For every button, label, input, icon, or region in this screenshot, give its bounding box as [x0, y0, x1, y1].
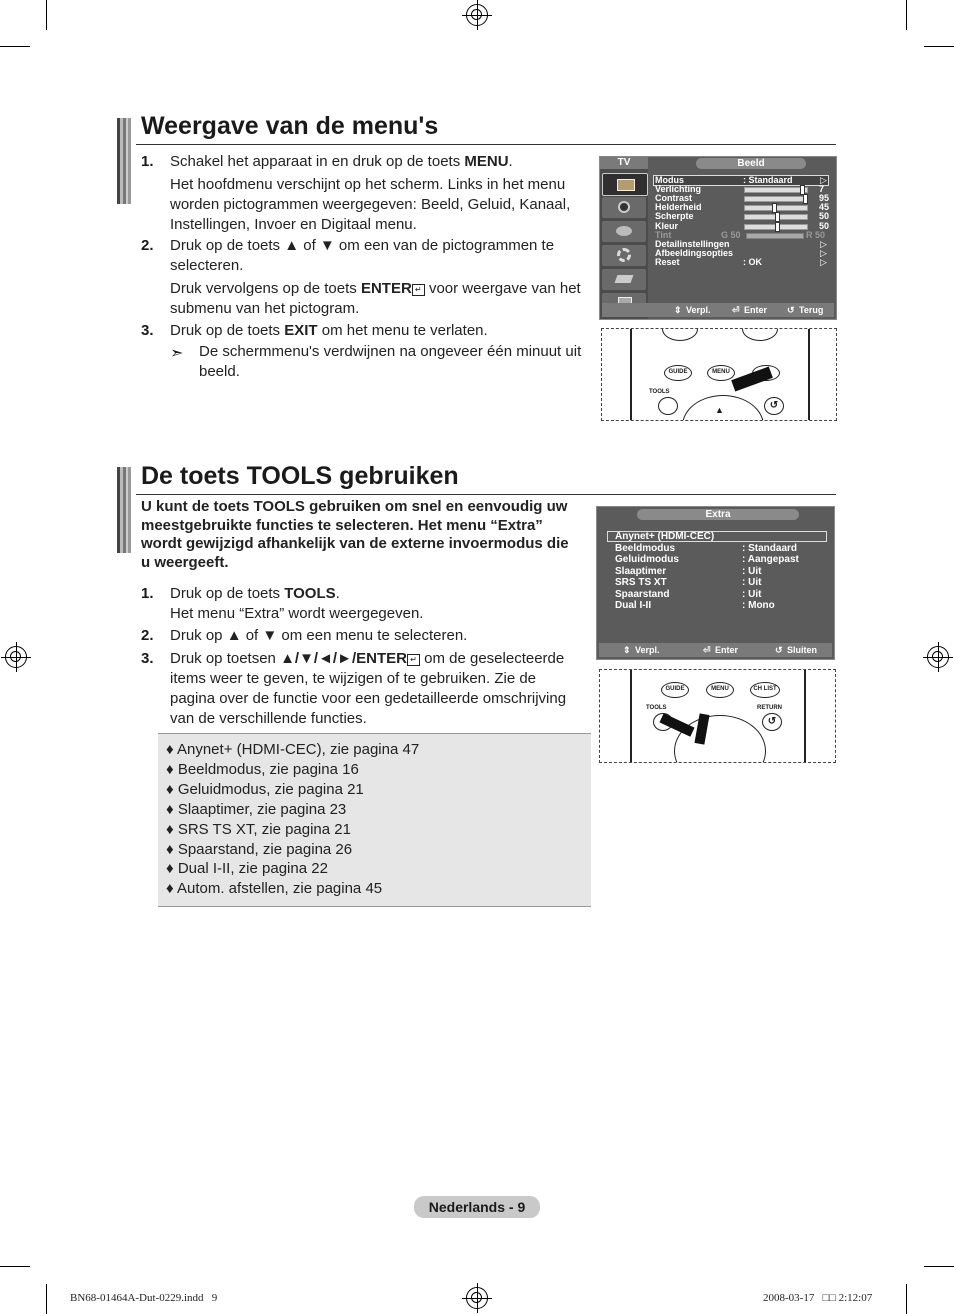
list-item: ♦ Beeldmodus, zie pagina 16 — [166, 760, 359, 778]
enter-icon: ⏎ — [703, 645, 711, 655]
chevron-right-icon: ▷ — [820, 238, 827, 249]
remote-illustration — [599, 669, 836, 763]
osd-slider-knob[interactable] — [775, 222, 780, 232]
list-item: ♦ Anynet+ (HDMI-CEC), zie pagina 47 — [166, 741, 420, 758]
registration-mark-icon — [466, 1287, 488, 1309]
osd-row-label: Kleur — [655, 220, 679, 231]
osd-slider[interactable] — [744, 196, 808, 202]
osd-slider[interactable] — [744, 187, 808, 193]
move-icon: ⇕ — [623, 645, 631, 655]
osd-row-value: 50 — [819, 211, 830, 222]
registration-mark-icon — [466, 4, 488, 26]
note-arrow-icon: ➣ — [170, 345, 184, 362]
step-number: 1. — [141, 585, 154, 602]
crop-mark — [46, 0, 47, 30]
step-number: 2. — [141, 237, 154, 254]
enter-icon: ↵ — [407, 654, 420, 666]
list-item: ♦ Dual I-II, zie pagina 22 — [166, 860, 328, 878]
list-item: ♦ Slaaptimer, zie pagina 23 — [166, 800, 347, 818]
return-label: RETURN — [757, 705, 782, 711]
chlist-button[interactable]: CH LIST — [750, 682, 780, 698]
chevron-right-icon: ▷ — [820, 247, 827, 258]
move-icon: ⇕ — [674, 305, 682, 315]
step-number: 3. — [141, 322, 154, 339]
osd-row-label: Contrast — [655, 193, 693, 204]
osd-row-value: : Uit — [742, 588, 762, 600]
step-number: 2. — [141, 627, 154, 644]
osd-row-value: : Standaard — [743, 175, 793, 185]
section-title: Weergave van de menu's — [141, 112, 439, 140]
osd-row-value: : Standaard — [742, 542, 798, 554]
step-paragraph: Het menu “Extra” wordt weergegeven. — [170, 605, 424, 622]
list-item: ♦ Geluidmodus, zie pagina 21 — [166, 780, 364, 798]
osd-row-label: Slaaptimer — [615, 565, 667, 577]
input-icon[interactable] — [602, 269, 646, 290]
step-text: Druk op de toets ▲ of ▼ om een van de pictogrammen te selecteren. — [170, 237, 555, 274]
registration-mark-icon — [5, 646, 27, 668]
reference-list — [158, 733, 591, 907]
menu-button[interactable]: MENU — [707, 365, 735, 381]
tools-label: TOOLS — [646, 705, 667, 711]
step-paragraph: Druk vervolgens op de toets ENTER ↵ voor weergave van het submenu van het pictogram. — [170, 280, 581, 317]
enter-icon: ↵ — [412, 284, 425, 296]
enter-icon: ⏎ — [732, 305, 740, 315]
osd-row-value: : Uit — [742, 565, 762, 577]
return-button[interactable]: ↺ — [762, 713, 782, 731]
step-paragraph: Het hoofdmenu verschijnt op het scherm. Links in het menu worden pictogrammen weergegeven: Beeld, Geluid, Kanaal, Instellingen, Invoer en Digitaal menu. — [170, 176, 571, 233]
crop-mark — [0, 1266, 30, 1267]
list-item: ♦ SRS TS XT, zie pagina 21 — [166, 820, 351, 838]
osd-footer: ⇕ Verpl. ⏎ Enter ↺ Terug — [602, 303, 834, 317]
osd-row-label: Afbeeldingsopties — [655, 247, 734, 258]
osd-menu-beeld — [599, 156, 837, 320]
osd-row-value: R 50 — [806, 229, 826, 240]
step-text: Druk op toetsen ▲/▼/◄/►/ENTER ↵ om de geselecteerde items weer te geven, te wijzigen of te gebruiken. Zie de pagina over de functie voor een gedetailleerde omschrijving van de verschillende functies. — [170, 650, 567, 727]
crop-mark — [0, 46, 30, 47]
chevron-right-icon: ▷ — [820, 175, 827, 185]
osd-menu-extra — [596, 506, 835, 660]
up-arrow-icon: ▲ — [715, 405, 724, 415]
osd-row-value: 45 — [819, 202, 830, 213]
osd-row-label: Beeldmodus — [615, 542, 676, 554]
tools-button[interactable] — [658, 397, 678, 415]
step-number: 3. — [141, 650, 154, 667]
osd-slider-knob[interactable] — [803, 194, 808, 204]
osd-row-value: : OK — [743, 256, 762, 267]
picture-icon[interactable] — [602, 173, 648, 196]
osd-title: Extra — [637, 509, 799, 520]
osd-footer: ⇕ Verpl. ⏎ Enter ↺ Sluiten — [599, 643, 832, 657]
sound-icon[interactable] — [602, 197, 646, 218]
osd-row-label: Geluidmodus — [615, 554, 679, 565]
slug-file: BN68-01464A-Dut-0229.indd 9 — [70, 1292, 218, 1304]
step-number: 1. — [141, 153, 154, 170]
crop-mark — [924, 1266, 954, 1267]
crop-mark — [906, 1284, 907, 1314]
osd-row-label: Dual I-II — [615, 600, 652, 611]
menu-button[interactable]: MENU — [706, 682, 734, 698]
remote-illustration — [601, 328, 837, 421]
section-bar — [117, 118, 131, 204]
return-icon: ↺ — [775, 645, 783, 655]
osd-row-value: : Uit — [742, 577, 762, 588]
osd-slider[interactable] — [744, 224, 808, 230]
tools-label: TOOLS — [649, 389, 670, 395]
osd-slider[interactable] — [744, 205, 808, 211]
osd-row-label: SRS TS XT — [615, 577, 667, 588]
setup-icon[interactable] — [602, 245, 646, 266]
guide-button[interactable]: GUIDE — [661, 682, 689, 698]
step-text: Druk op ▲ of ▼ om een menu te selecteren. — [170, 627, 468, 644]
guide-button[interactable]: GUIDE — [664, 365, 692, 381]
registration-mark-icon — [927, 646, 949, 668]
list-item: ♦ Spaarstand, zie pagina 26 — [166, 840, 353, 858]
crop-mark — [906, 0, 907, 30]
osd-title: Beeld — [696, 158, 806, 169]
return-icon: ↺ — [787, 305, 795, 315]
list-item: ♦ Autom. afstellen, zie pagina 45 — [166, 880, 383, 898]
osd-row-value: 7 — [819, 184, 825, 195]
osd-row-label: Spaarstand — [615, 588, 670, 600]
section-rule — [136, 494, 836, 495]
crop-mark — [46, 1284, 47, 1314]
intro-text: U kunt de toets TOOLS gebruiken om snel en eenvoudig uw meestgebruikte functies te selecteren. Het menu “Extra” wordt gewijzigd afhankelijk van de externe invoermodus die u weergeeft. — [141, 498, 569, 571]
osd-row-label: Helderheid — [655, 202, 702, 213]
crop-mark — [924, 46, 954, 47]
osd-row-label: Tint — [655, 229, 672, 240]
step-text: Druk op de toets EXIT om het menu te verlaten. — [170, 322, 488, 339]
osd-tab-tv: TV — [600, 157, 648, 169]
osd-row-label: Modus — [655, 175, 684, 185]
osd-row-value: : Mono — [742, 600, 775, 611]
osd-row-value: 95 — [819, 193, 830, 204]
section-bar — [117, 467, 131, 553]
note-text: De schermmenu's verdwijnen na ongeveer één minuut uit beeld. — [199, 343, 582, 380]
chevron-right-icon: ▷ — [820, 256, 827, 267]
return-button[interactable]: ↺ — [764, 397, 784, 415]
osd-icon-column — [600, 169, 648, 319]
osd-row-label: Anynet+ (HDMI-CEC) — [615, 531, 715, 542]
channel-icon[interactable] — [602, 221, 646, 242]
osd-row-label: Scherpte — [655, 211, 694, 222]
osd-slider — [746, 233, 804, 239]
section-title: De toets TOOLS gebruiken — [141, 462, 459, 490]
osd-row-value: 50 — [819, 220, 830, 231]
slug-date: 2008-03-17 □□ 2:12:07 — [763, 1292, 873, 1304]
page-number-badge: Nederlands - 9 — [414, 1196, 540, 1218]
osd-row-label: Detailinstellingen — [655, 238, 730, 249]
osd-slider[interactable] — [744, 214, 808, 220]
osd-row-label: Reset — [655, 256, 680, 267]
section-rule — [136, 144, 836, 145]
osd-row-value: : Aangepast — [742, 554, 799, 565]
osd-row-value: G 50 — [721, 229, 741, 240]
osd-row-label: Verlichting — [655, 184, 702, 195]
step-text: Schakel het apparaat in en druk op de toets MENU. — [170, 153, 513, 170]
step-text: Druk op de toets TOOLS. — [170, 585, 340, 602]
